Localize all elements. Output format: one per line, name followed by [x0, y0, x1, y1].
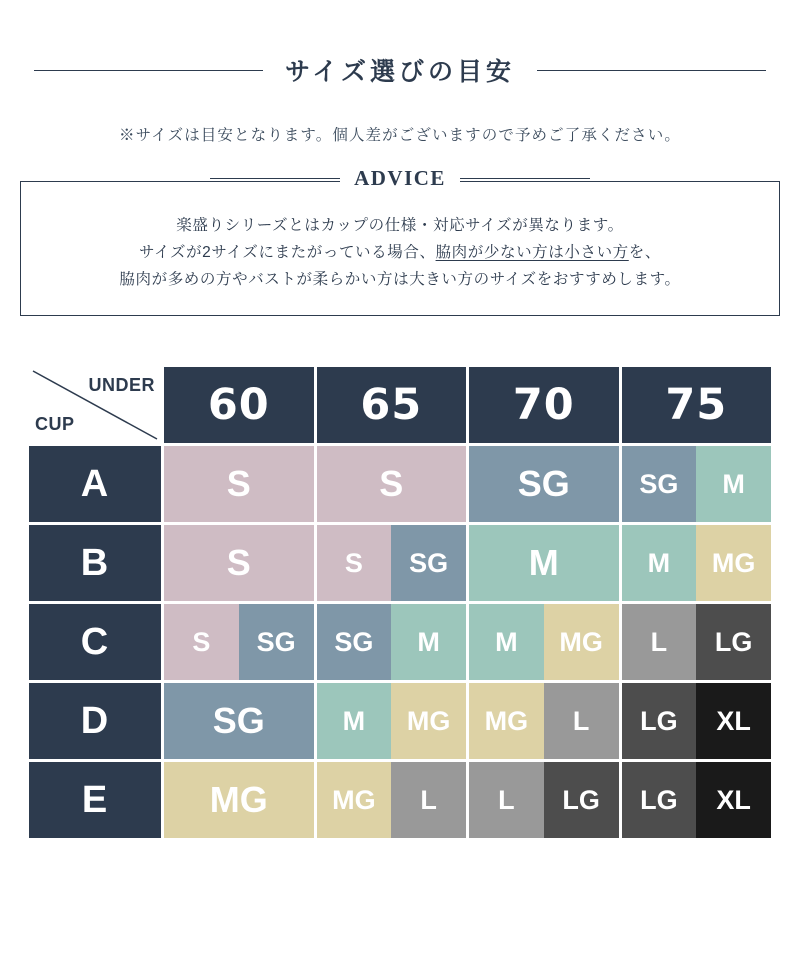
size-cell-inner [317, 446, 467, 522]
row-header-d: D [29, 683, 161, 759]
size-value: L [544, 683, 619, 759]
size-value: L [622, 604, 697, 680]
advice-line-2-text: サイズが2サイズにまたがっている場合、脇肉が少ない方は小さい方を、 [139, 244, 661, 262]
size-table-header-row [29, 367, 771, 443]
size-cell [469, 446, 619, 522]
size-table-row [29, 525, 771, 601]
advice-rule-left [210, 178, 340, 179]
size-cell-inner [622, 683, 772, 759]
size-value: L [391, 762, 466, 838]
title-rule-left [34, 70, 263, 71]
size-cell [164, 762, 314, 838]
size-cell-inner [164, 683, 314, 759]
size-table-row [29, 683, 771, 759]
table-corner-cell [29, 367, 161, 443]
advice-rule-right [460, 178, 590, 179]
size-value: SG [317, 604, 392, 680]
size-cell [622, 525, 772, 601]
size-table-row [29, 762, 771, 838]
size-cell [622, 604, 772, 680]
corner-cup-label: CUP [35, 414, 75, 435]
size-value: M [696, 446, 771, 522]
size-value: M [622, 525, 697, 601]
size-cell-inner [317, 604, 467, 680]
advice-legend-label: ADVICE [340, 166, 460, 191]
size-cell-inner [622, 604, 772, 680]
size-value: MG [544, 604, 619, 680]
page-title-row [0, 52, 800, 88]
size-table-row [29, 604, 771, 680]
row-header-a: A [29, 446, 161, 522]
size-cell [622, 446, 772, 522]
size-cell-inner [164, 525, 314, 601]
size-table-rows [29, 446, 771, 838]
size-cell-inner [317, 683, 467, 759]
size-value: MG [696, 525, 771, 601]
size-value: SG [164, 683, 314, 759]
size-cell-inner [164, 604, 314, 680]
size-cell [469, 762, 619, 838]
size-value: M [469, 604, 544, 680]
size-value: MG [469, 683, 544, 759]
size-value: M [317, 683, 392, 759]
size-cell-inner [469, 762, 619, 838]
size-cell [164, 525, 314, 601]
size-cell-inner [164, 446, 314, 522]
size-cell [164, 683, 314, 759]
size-value: S [164, 604, 239, 680]
size-value: MG [164, 762, 314, 838]
advice-line-2 [39, 239, 761, 266]
size-value: SG [239, 604, 314, 680]
size-cell-inner [469, 683, 619, 759]
size-value: MG [391, 683, 466, 759]
size-table-wrap [26, 364, 774, 841]
size-value: SG [469, 446, 619, 522]
size-value: S [317, 525, 392, 601]
size-value: MG [317, 762, 392, 838]
size-table-row [29, 446, 771, 522]
size-cell [622, 762, 772, 838]
size-cell [164, 604, 314, 680]
column-header-60: 60 [164, 367, 314, 443]
size-cell [469, 604, 619, 680]
size-cell [622, 683, 772, 759]
size-cell [164, 446, 314, 522]
size-value: S [164, 446, 314, 522]
size-cell-inner [469, 446, 619, 522]
size-note: ※サイズは目安となります。個人差がございますので予めご了承ください。 [119, 127, 681, 144]
column-header-65: 65 [317, 367, 467, 443]
size-cell-inner [469, 525, 619, 601]
size-value: L [469, 762, 544, 838]
size-cell-inner [469, 604, 619, 680]
title-rule-right [537, 70, 766, 71]
page-title: サイズ選びの目安 [285, 58, 516, 86]
size-cell [317, 525, 467, 601]
row-header-e: E [29, 762, 161, 838]
advice-line-1: 楽盛りシリーズとはカップの仕様・対応サイズが異なります。 [176, 217, 624, 234]
size-value: M [469, 525, 619, 601]
size-cell [317, 683, 467, 759]
size-cell-inner [317, 762, 467, 838]
size-value: M [391, 604, 466, 680]
size-value: LG [622, 683, 697, 759]
size-cell-inner [622, 446, 772, 522]
size-cell [317, 446, 467, 522]
size-cell [317, 604, 467, 680]
advice-line-3: 脇肉が多めの方やバストが柔らかい方は大きい方のサイズをおすすめします。 [119, 271, 681, 289]
size-cell [317, 762, 467, 838]
size-value: S [164, 525, 314, 601]
row-header-b: B [29, 525, 161, 601]
size-value: XL [696, 683, 771, 759]
row-header-c: C [29, 604, 161, 680]
size-value: SG [391, 525, 466, 601]
advice-legend [21, 166, 779, 191]
corner-under-label: UNDER [88, 375, 155, 396]
size-cell-inner [317, 525, 467, 601]
size-value: S [317, 446, 467, 522]
column-header-75: 75 [622, 367, 772, 443]
size-value: SG [622, 446, 697, 522]
size-cell-inner [622, 525, 772, 601]
advice-box [20, 166, 780, 316]
size-cell-inner [164, 762, 314, 838]
size-table-body [29, 367, 771, 443]
size-table [26, 364, 774, 841]
size-value: LG [622, 762, 697, 838]
size-value: LG [544, 762, 619, 838]
column-header-70: 70 [469, 367, 619, 443]
size-cell [469, 525, 619, 601]
size-cell-inner [622, 762, 772, 838]
size-value: XL [696, 762, 771, 838]
size-value: LG [696, 604, 771, 680]
size-cell [469, 683, 619, 759]
